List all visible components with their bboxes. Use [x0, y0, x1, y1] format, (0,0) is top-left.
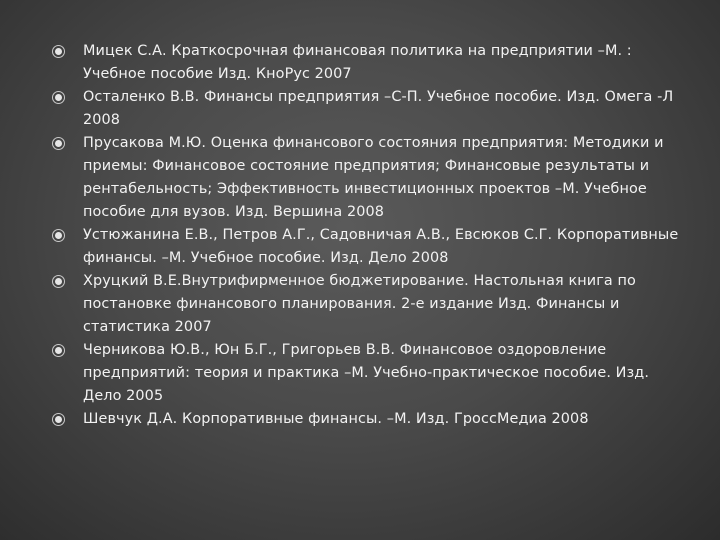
reference-text: Мицек С.А. Краткосрочная финансовая политика на предприятии –М. : Учебное пособие Изд. КноРус 2007: [83, 43, 632, 82]
list-item: [52, 270, 692, 339]
circle-bullet-icon: [52, 229, 65, 242]
list-item: [52, 132, 692, 224]
circle-bullet-icon: [52, 344, 65, 357]
reference-text: Хруцкий В.Е.Внутрифирменное бюджетирование. Настольная книга по постановке финансового планирования. 2-е издание Изд. Финансы и статистика 2007: [83, 273, 636, 335]
list-item: [52, 86, 692, 132]
reference-text: Осталенко В.В. Финансы предприятия –С-П. Учебное пособие. Изд. Омега -Л 2008: [83, 89, 674, 128]
reference-list: [52, 40, 692, 431]
list-item: [52, 40, 692, 86]
list-item: [52, 339, 692, 408]
reference-text: Шевчук Д.А. Корпоративные финансы. –М. Изд. ГроссМедиа 2008: [83, 411, 589, 427]
circle-bullet-icon: [52, 45, 65, 58]
reference-text: Черникова Ю.В., Юн Б.Г., Григорьев В.В. Финансовое оздоровление предприятий: теория и практика –М. Учебно-практическое пособие. Изд. Дело 2005: [83, 342, 650, 404]
circle-bullet-icon: [52, 413, 65, 426]
circle-bullet-icon: [52, 275, 65, 288]
reference-text: Прусакова М.Ю. Оценка финансового состояния предприятия: Методики и приемы: Финансовое состояние предприятия; Финансовые результаты и рентабельность; Эффективность инвестиционных проектов –М. Учебное пособие для вузов. Изд. Вершина 2008: [83, 135, 664, 220]
list-item: [52, 408, 692, 431]
circle-bullet-icon: [52, 137, 65, 150]
circle-bullet-icon: [52, 91, 65, 104]
reference-text: Устюжанина Е.В., Петров А.Г., Садовничая А.В., Евсюков С.Г. Корпоративные финансы. –М. Учебное пособие. Изд. Дело 2008: [83, 227, 679, 266]
list-item: [52, 224, 692, 270]
